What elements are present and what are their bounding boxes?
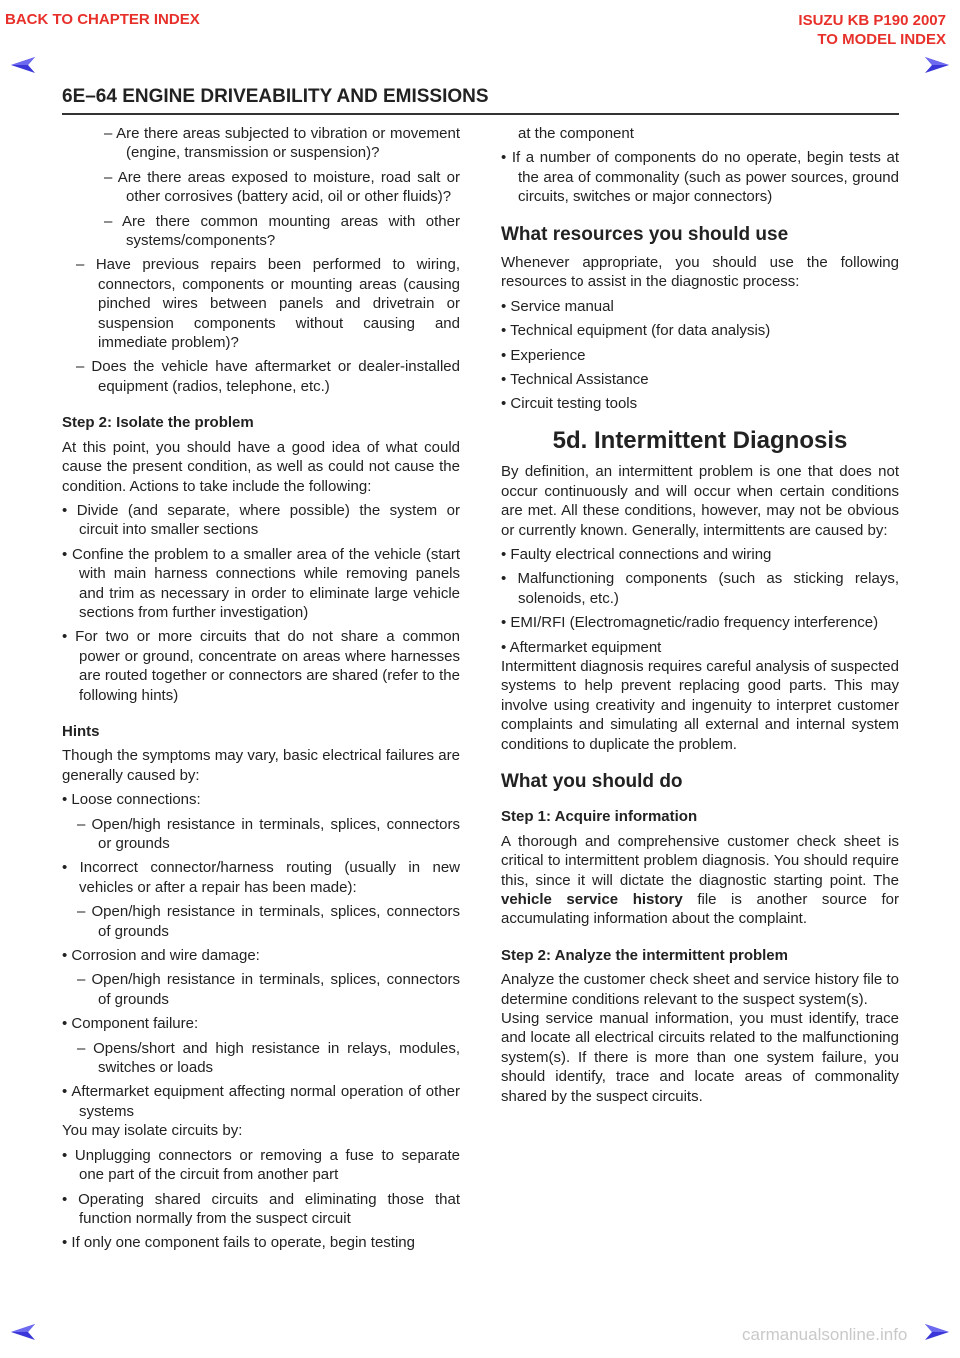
paragraph: Using service manual information, you must identify, trace and locate all electrical circuits related to the malfunctioning system(s). If there is more than one system failure, you should identify, trace and locate areas of commonality shared by the suspect circuits. <box>501 1010 899 1105</box>
resources-heading: What resources you should use <box>501 223 789 245</box>
list-item: – Are there common mounting areas with other systems/components? <box>104 212 460 250</box>
paragraph: Though the symptoms may vary, basic electrical failures are generally caused by: <box>62 747 460 784</box>
step1-text-a: A thorough and comprehensive customer check sheet is critical to intermittent problem diagnosis. You should require this, since it will dictate the diagnostic starting point. The <box>501 832 899 889</box>
step2-heading: Step 2: Isolate the problem <box>62 414 254 432</box>
hints-heading: Hints <box>62 722 100 740</box>
model-index-link[interactable] <box>798 11 946 49</box>
list-item: – Open/high resistance in terminals, splices, connectors of grounds <box>77 903 460 940</box>
paragraph: Intermittent diagnosis requires careful analysis of suspected systems to help prevent replacing good parts. This may involve using creativity and ingenuity to interpret customer complaints and simulating all external and internal system conditions to duplicate the problem. <box>501 657 899 753</box>
list-item: – Does the vehicle have aftermarket or dealer-installed equipment (radios, telephone, etc.) <box>76 358 460 395</box>
step2-analyze-heading: Step 2: Analyze the intermittent problem <box>501 946 788 964</box>
list-item: • If only one component fails to operate, begin testing <box>62 1234 415 1252</box>
list-item: • EMI/RFI (Electromagnetic/radio frequency interference) <box>501 614 879 632</box>
list-item: – Have previous repairs been performed to wiring, connectors, components or mounting areas (causing pinched wires between panels and drivetrain or suspension components without causing and immediate problem)? <box>76 256 460 352</box>
step1-heading: Step 1: Acquire information <box>501 808 698 826</box>
paragraph: Whenever appropriate, you should use the following resources to assist in the diagnostic process: <box>501 254 899 291</box>
list-item: • Faulty electrical connections and wiring <box>501 545 772 563</box>
list-item: • Circuit testing tools <box>501 395 638 413</box>
left-column <box>62 124 460 1253</box>
paragraph <box>501 832 899 929</box>
paragraph: At this point, you should have a good idea of what could cause the present condition, as well as could not cause the condition. Actions to take include the following: <box>62 438 460 495</box>
watermark: carmanualsonline.info <box>742 1325 908 1344</box>
next-page-arrow-icon[interactable] <box>924 1323 950 1341</box>
list-item: • Component failure: <box>62 1015 199 1033</box>
list-item: • Incorrect connector/harness routing (usually in new vehicles or after a repair has been made): <box>62 859 460 896</box>
list-item: • Corrosion and wire damage: <box>62 947 260 965</box>
previous-page-arrow-icon[interactable] <box>10 1323 36 1341</box>
list-item: • Confine the problem to a smaller area of the vehicle (start with main harness connections while removing panels and trim as necessary in order to eliminate large vehicle sections from further investigation) <box>62 545 460 621</box>
list-item: – Are there areas subjected to vibration or movement (engine, transmission or suspension)? <box>104 125 460 162</box>
page-header: 6E–64 ENGINE DRIVEABILITY AND EMISSIONS <box>62 86 489 107</box>
next-page-arrow-icon[interactable] <box>924 56 950 74</box>
list-item: – Are there areas exposed to moisture, road salt or other corrosives (battery acid, oil or other fluids)? <box>104 168 460 206</box>
list-item: • Aftermarket equipment <box>501 638 662 656</box>
paragraph: at the component <box>518 125 634 142</box>
list-item: • Unplugging connectors or removing a fuse to separate one part of the circuit from another part <box>62 1146 460 1184</box>
header-divider <box>62 113 899 115</box>
list-item: • Aftermarket equipment affecting normal operation of other systems <box>62 1083 460 1120</box>
list-item: – Opens/short and high resistance in relays, modules, switches or loads <box>77 1039 460 1077</box>
list-item: – Open/high resistance in terminals, splices, connectors or grounds <box>77 815 460 852</box>
list-item: • Technical Assistance <box>501 371 649 389</box>
right-column <box>501 124 899 1106</box>
paragraph: Analyze the customer check sheet and service history file to determine conditions relevant to the suspect system(s). <box>501 971 899 1008</box>
list-item: • Loose connections: <box>62 791 201 809</box>
list-item: • Operating shared circuits and eliminating those that function normally from the suspect circuit <box>62 1190 460 1227</box>
list-item: • Experience <box>501 346 586 364</box>
paragraph: By definition, an intermittent problem is one that does not occur continuously and will occur when certain conditions are met. All these conditions, however, may not be obvious or currently known. Generally, intermittents are caused by: <box>501 463 899 539</box>
vehicle-service-history-term: vehicle service history <box>501 891 683 908</box>
list-item: – Open/high resistance in terminals, splices, connectors of grounds <box>77 971 460 1008</box>
section-title: 5d. Intermittent Diagnosis <box>552 426 848 454</box>
brand-model-label: ISUZU KB P190 2007 <box>798 12 946 29</box>
list-item: • Malfunctioning components (such as sticking relays, solenoids, etc.) <box>501 570 899 607</box>
step1-text-b: file is another source for accumulating information about the complaint. <box>501 891 899 928</box>
list-item: • Service manual <box>501 297 614 315</box>
list-item: • Divide (and separate, where possible) the system or circuit into smaller sections <box>62 501 460 539</box>
what-to-do-heading: What you should do <box>501 770 683 792</box>
list-item: • Technical equipment (for data analysis) <box>501 322 771 340</box>
paragraph: You may isolate circuits by: <box>62 1122 243 1140</box>
back-to-chapter-index-link[interactable]: BACK TO CHAPTER INDEX <box>5 11 200 28</box>
previous-page-arrow-icon[interactable] <box>10 56 36 74</box>
list-item: • For two or more circuits that do not share a common power or ground, concentrate on areas where harnesses are routed together or connectors are shared (refer to the following hints) <box>62 628 460 704</box>
to-model-index-label: TO MODEL INDEX <box>817 31 946 48</box>
list-item: • If a number of components do no operate, begin tests at the area of commonality (such as power sources, ground circuits, switches or major connectors) <box>501 149 899 206</box>
